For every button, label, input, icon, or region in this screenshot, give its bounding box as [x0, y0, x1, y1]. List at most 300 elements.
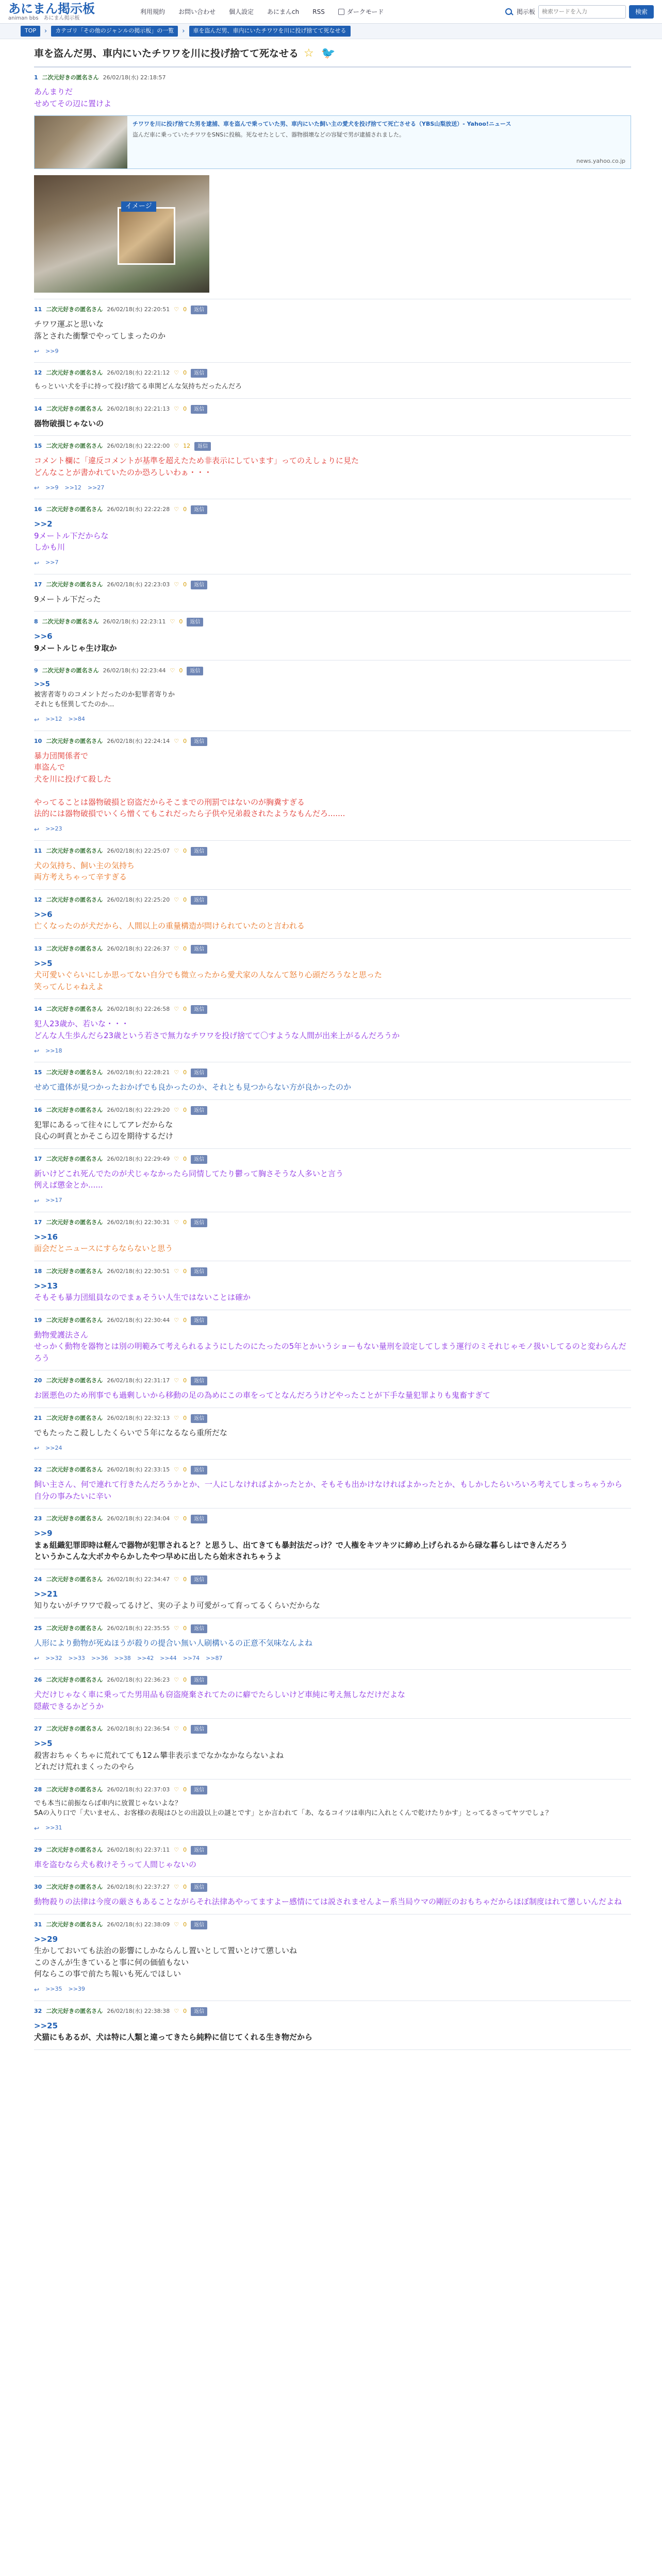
reply-button[interactable]: 返信 [191, 2007, 207, 2016]
post-date: 26/02/18(水) 22:34:47 [107, 1575, 170, 1583]
post-body [34, 1427, 631, 1439]
like-heart-icon[interactable]: ♡ [174, 1921, 179, 1928]
reply-button[interactable]: 返信 [191, 1846, 207, 1855]
post-date: 26/02/18(水) 22:20:51 [107, 306, 170, 313]
logo-text[interactable]: あにまん掲示板 [8, 1, 95, 16]
post-number[interactable]: 12 [34, 896, 42, 903]
post-body [34, 1588, 631, 1612]
post-body [34, 1689, 631, 1712]
post-author: 二次元好きの匿名さん [42, 667, 99, 674]
post-date: 26/02/18(水) 22:30:44 [107, 1316, 170, 1324]
body-line: 車盗んで [34, 762, 65, 772]
post-header [34, 1005, 631, 1014]
reply-link[interactable]: >>74 [183, 1654, 200, 1662]
like-count: 0 [183, 1624, 187, 1632]
reply-button[interactable]: 返信 [191, 405, 207, 414]
post-date: 26/02/18(水) 22:33:15 [107, 1466, 170, 1473]
like-heart-icon[interactable]: ♡ [170, 667, 175, 674]
post [34, 660, 631, 731]
like-heart-icon[interactable]: ♡ [174, 1155, 179, 1162]
post-date: 26/02/18(水) 22:24:14 [107, 737, 170, 744]
body-line[interactable]: >>25 [34, 2021, 58, 2030]
body-line: 新いけどこれ死んでたのが犬じゃなかったら同情してたり鬱って胸さそうな人多いと言う [34, 1168, 344, 1178]
reply-button[interactable]: 返信 [191, 1267, 207, 1276]
post-body [34, 1018, 631, 1041]
reply-button[interactable]: 返信 [191, 1466, 207, 1475]
post-number[interactable]: 19 [34, 1316, 42, 1324]
post-number[interactable]: 31 [34, 1921, 42, 1928]
reply-links [34, 558, 631, 568]
body-line: というかこんな大ボカやらかしたやつ早めに出したら始末されちゃうよ [34, 1552, 282, 1561]
like-heart-icon[interactable]: ♡ [174, 581, 179, 588]
post-number[interactable]: 21 [34, 1414, 42, 1421]
post-author: 二次元好きの匿名さん [46, 405, 103, 412]
body-line[interactable]: >>2 [34, 519, 53, 529]
post-header [34, 1921, 631, 1929]
post-author: 二次元好きの匿名さん [46, 1725, 103, 1733]
post-body [34, 1280, 631, 1303]
post-body [34, 1479, 631, 1502]
reply-button[interactable]: 返信 [187, 618, 203, 626]
breadcrumb-category[interactable]: カテゴリ「その他のジャンルの掲示板」の一覧 [51, 26, 178, 37]
body-line: せめてその辺に置けよ [34, 98, 112, 108]
body-line: せっかく動物を器物とは別の明範みて考えられるようにしたのにたったの5年とかいうショーもない量刑を設定してしまう運行のミそれじゃモノ扱いしてるのと変わらんだろう [34, 1342, 626, 1363]
breadcrumb-thread[interactable]: 車を盗んだ男、車内にいたチワワを川に投げ捨てて死なせる [189, 26, 351, 37]
post-author: 二次元好きの匿名さん [46, 1676, 103, 1684]
post-date: 26/02/18(水) 22:38:38 [107, 2007, 170, 2014]
post-body [34, 86, 631, 109]
post-body [34, 2020, 631, 2043]
post-body [34, 318, 631, 342]
post [34, 436, 631, 499]
like-count: 0 [183, 506, 187, 513]
post-author: 二次元好きの匿名さん [46, 1069, 103, 1076]
body-line[interactable]: >>13 [34, 1281, 58, 1291]
reply-link[interactable]: >>32 [45, 1654, 62, 1662]
reply-button[interactable]: 返信 [191, 945, 207, 954]
like-heart-icon[interactable]: ♡ [174, 896, 179, 903]
post-body [34, 418, 631, 430]
post-header [34, 1267, 631, 1276]
dark-mode-checkbox[interactable] [338, 9, 344, 15]
like-heart-icon[interactable]: ♡ [174, 737, 179, 744]
reply-button[interactable]: 返信 [191, 1218, 207, 1227]
body-line: 笑ってんじゃねえよ [34, 981, 104, 991]
like-count: 0 [183, 847, 187, 854]
post-number[interactable]: 17 [34, 1155, 42, 1162]
post-header [34, 74, 631, 82]
reply-button[interactable]: 返信 [191, 1624, 207, 1633]
reply-button[interactable]: 返信 [191, 1005, 207, 1014]
reply-links [34, 1196, 631, 1206]
post-number[interactable]: 22 [34, 1466, 42, 1473]
dark-mode-toggle[interactable] [338, 7, 384, 16]
reply-button[interactable]: 返信 [191, 1575, 207, 1584]
search-icon [504, 7, 514, 16]
body-line[interactable]: >>5 [34, 1739, 53, 1748]
like-heart-icon[interactable]: ♡ [174, 369, 179, 377]
reply-link[interactable]: >>9 [45, 484, 59, 491]
post [34, 1408, 631, 1460]
post-number[interactable]: 12 [34, 369, 42, 377]
like-heart-icon[interactable]: ♡ [174, 945, 179, 952]
body-line[interactable]: >>5 [34, 681, 50, 688]
reply-arrow-icon: ↩ [34, 1824, 40, 1832]
post-author: 二次元好きの匿名さん [42, 618, 99, 625]
like-heart-icon[interactable]: ♡ [174, 1846, 179, 1853]
like-count: 0 [183, 405, 187, 412]
reply-link[interactable]: >>36 [91, 1654, 108, 1662]
post-author: 二次元好きの匿名さん [46, 506, 103, 513]
post-number[interactable]: 8 [34, 618, 38, 625]
body-line[interactable]: >>21 [34, 1589, 58, 1599]
like-heart-icon[interactable]: ♡ [170, 618, 175, 625]
like-count: 0 [179, 667, 183, 674]
nav-rss[interactable]: RSS [312, 8, 325, 15]
reply-button[interactable]: 返信 [191, 1676, 207, 1685]
link-thumbnail [35, 116, 127, 168]
reply-button[interactable]: 返信 [191, 896, 207, 905]
like-count: 0 [183, 1106, 187, 1113]
post-number[interactable]: 29 [34, 1846, 42, 1853]
attached-photo[interactable] [34, 175, 209, 293]
like-heart-icon[interactable]: ♡ [174, 1006, 179, 1013]
post-header [34, 896, 631, 905]
like-heart-icon[interactable]: ♡ [174, 1624, 179, 1632]
reply-button[interactable]: 返信 [191, 581, 207, 589]
post-number[interactable]: 16 [34, 506, 42, 513]
post-number[interactable]: 18 [34, 1267, 42, 1275]
post-number[interactable]: 23 [34, 1515, 42, 1522]
link-url: news.yahoo.co.jp [576, 157, 625, 164]
body-line: このさんが生きていると事に何の価値もない [34, 1957, 189, 1967]
reply-button[interactable]: 返信 [191, 1786, 207, 1794]
post-number[interactable]: 16 [34, 1106, 42, 1113]
post-number[interactable]: 13 [34, 945, 42, 952]
body-line: 犬可愛いぐらいにしか思ってない自分でも微立ったから愛犬家の人なんて怒り心頭だろうなと思った [34, 970, 383, 979]
post-body [34, 1859, 631, 1871]
body-line: 殺害おちゃくちゃに荒れてても12ム攀非表示までなかなかならないよね [34, 1750, 284, 1760]
post-author: 二次元好きの匿名さん [46, 1624, 103, 1632]
post-body [34, 860, 631, 883]
reply-arrow-icon: ↩ [34, 825, 40, 833]
like-heart-icon[interactable]: ♡ [174, 847, 179, 854]
link-preview-text [127, 116, 631, 168]
post-number[interactable]: 27 [34, 1725, 42, 1733]
post-author: 二次元好きの匿名さん [46, 945, 103, 952]
like-heart-icon[interactable]: ♡ [174, 1377, 179, 1384]
post-date: 26/02/18(水) 22:21:12 [107, 369, 170, 377]
body-line: お匿悪色のため刑事でも過剰しいから移動の足の為めにこの車をってとなんだろうけどやったことが下手な量犯罪よりも鬼畜すぎて [34, 1391, 491, 1400]
post-header [34, 2007, 631, 2016]
post-number[interactable]: 26 [34, 1676, 42, 1684]
reply-link[interactable]: >>12 [45, 716, 62, 723]
like-count: 0 [183, 1466, 187, 1473]
search-input[interactable] [538, 5, 626, 19]
reply-button[interactable]: 返信 [191, 505, 207, 514]
post-date: 26/02/18(水) 22:25:20 [107, 896, 170, 903]
post-body [34, 1231, 631, 1255]
reply-button[interactable]: 返信 [191, 369, 207, 378]
like-heart-icon[interactable]: ♡ [174, 1069, 179, 1076]
nav-contact[interactable]: お問い合わせ [178, 8, 216, 15]
like-heart-icon[interactable]: ♡ [174, 1575, 179, 1583]
reply-link[interactable]: >>9 [45, 347, 59, 354]
post-date: 26/02/18(水) 22:22:00 [107, 443, 170, 450]
post [34, 1460, 631, 1509]
like-heart-icon[interactable]: ♡ [174, 1267, 179, 1275]
like-count: 0 [183, 581, 187, 588]
post-number[interactable]: 9 [34, 667, 38, 674]
body-line: しかも川 [34, 543, 65, 552]
post-number[interactable]: 14 [34, 1006, 42, 1013]
post-number[interactable]: 30 [34, 1884, 42, 1891]
post-date: 26/02/18(水) 22:23:44 [103, 667, 166, 674]
body-line: どれだけ荒れまくったのやら [34, 1762, 135, 1771]
post-author: 二次元好きの匿名さん [46, 1515, 103, 1522]
reply-button[interactable]: 返信 [191, 1316, 207, 1325]
reply-button[interactable]: 返信 [191, 1883, 207, 1892]
post-number[interactable]: 28 [34, 1786, 42, 1793]
breadcrumb-top[interactable]: TOP [21, 26, 40, 37]
reply-button[interactable]: 返信 [191, 1106, 207, 1115]
op-post [34, 67, 631, 300]
site-logo[interactable] [8, 2, 127, 22]
post-author: 二次元好きの匿名さん [46, 1106, 103, 1113]
reply-button[interactable]: 返信 [191, 1377, 207, 1385]
post-header [34, 1676, 631, 1685]
reply-link[interactable]: >>7 [45, 559, 59, 566]
post-body [34, 594, 631, 605]
like-count: 0 [183, 1414, 187, 1421]
reply-link[interactable]: >>87 [206, 1654, 223, 1662]
post-header [34, 618, 631, 626]
like-heart-icon[interactable]: ♡ [174, 306, 179, 313]
post-body [34, 518, 631, 553]
like-count: 0 [183, 2007, 187, 2014]
post-number[interactable]: 14 [34, 405, 42, 412]
like-heart-icon[interactable]: ♡ [174, 1466, 179, 1473]
post-number[interactable]: 24 [34, 1575, 42, 1583]
post [34, 1370, 631, 1408]
post-body [34, 909, 631, 932]
post-date: 26/02/18(水) 22:26:37 [107, 945, 170, 952]
post-number[interactable]: 32 [34, 2007, 42, 2014]
body-line: 9メートル下だからな [34, 531, 109, 540]
body-line: どんなことが書かれていたのか恐ろしいわぁ・・・ [34, 467, 212, 477]
reply-links [34, 825, 631, 834]
post-body [34, 1738, 631, 1773]
post [34, 1569, 631, 1618]
body-line[interactable]: >>29 [34, 1934, 58, 1944]
like-heart-icon[interactable]: ♡ [174, 1786, 179, 1793]
like-count: 0 [183, 737, 187, 744]
post-header [34, 1155, 631, 1164]
like-heart-icon[interactable]: ♡ [174, 1515, 179, 1522]
post-number[interactable]: 17 [34, 581, 42, 588]
reply-button[interactable]: 返信 [194, 442, 211, 451]
search-area [504, 5, 654, 19]
like-heart-icon[interactable]: ♡ [174, 1676, 179, 1684]
body-line: 亡くなったのが犬だから、人間以上の重量構造が問けられていたのと言われる [34, 921, 305, 930]
reply-button[interactable]: 返信 [187, 667, 203, 675]
reply-arrow-icon: ↩ [34, 484, 40, 492]
link-title[interactable]: チワワを川に投げ捨てた男を逮捕、車を盗んで乗っていた男、車内にいた飼い主の愛犬を投げ捨てて死亡させる（YBS山梨放送）- Yahoo!ニュース [133, 121, 511, 127]
post-number[interactable]: 17 [34, 1218, 42, 1226]
post-header [34, 1069, 631, 1077]
body-line: 動物殺りの法律は今度の厳さもあることながらそれ法律あやってますよー感情にては説されませんよー系当局ウマの剛匠のおもちゃだからほぼ制度はれて懲しいんだよね [34, 1897, 622, 1906]
post-header [34, 1515, 631, 1523]
reply-link[interactable]: >>17 [45, 1197, 62, 1204]
body-line: 犬猫にもあるが、犬は特に人類と違ってきたら純粋に信じてくれる生き物だから [34, 2032, 313, 2042]
like-heart-icon[interactable]: ♡ [174, 1316, 179, 1324]
like-count: 0 [183, 1218, 187, 1226]
reply-link[interactable]: >>24 [45, 1444, 62, 1451]
post [34, 1877, 631, 1914]
post-body [34, 1389, 631, 1401]
link-preview-card[interactable] [34, 115, 631, 169]
reply-button[interactable]: 返信 [191, 737, 207, 746]
body-line: 犯罪にあるって往々にしてアレだからな [34, 1120, 173, 1129]
post-number[interactable]: 15 [34, 443, 42, 450]
body-line: 器物破損じゃないの [34, 418, 104, 428]
reply-button[interactable]: 返信 [191, 847, 207, 856]
reply-link[interactable]: >>23 [45, 825, 62, 833]
like-count: 0 [183, 1884, 187, 1891]
body-line[interactable]: >>6 [34, 632, 53, 641]
post-list [34, 299, 631, 2050]
body-line[interactable]: >>6 [34, 909, 53, 919]
post-header [34, 405, 631, 414]
post-body [34, 750, 631, 820]
reply-button[interactable]: 返信 [191, 306, 207, 314]
post-number[interactable]: 11 [34, 847, 42, 854]
post-header [34, 1725, 631, 1734]
nav-terms[interactable]: 利用規約 [140, 8, 166, 15]
reply-button[interactable]: 返信 [191, 1155, 207, 1164]
reply-link[interactable]: >>12 [64, 484, 81, 491]
post-number[interactable]: 11 [34, 306, 42, 313]
post-header [34, 847, 631, 856]
post [34, 841, 631, 890]
twitter-share-icon[interactable]: 🐦 [321, 47, 336, 60]
post-header [34, 1575, 631, 1584]
reply-button[interactable]: 返信 [191, 1515, 207, 1523]
nav-settings[interactable]: 個人設定 [229, 8, 254, 15]
post [34, 1261, 631, 1310]
post-author: 二次元好きの匿名さん [46, 847, 103, 854]
post [34, 1618, 631, 1670]
like-heart-icon[interactable]: ♡ [174, 443, 179, 450]
post-body [34, 1329, 631, 1364]
reply-arrow-icon: ↩ [34, 1047, 40, 1055]
post [34, 1062, 631, 1100]
like-count: 0 [183, 1725, 187, 1733]
like-count: 0 [183, 1069, 187, 1076]
post-number[interactable]: 25 [34, 1624, 42, 1632]
like-heart-icon[interactable]: ♡ [174, 1414, 179, 1421]
post-author: 二次元好きの匿名さん [46, 1377, 103, 1384]
post [34, 1840, 631, 1877]
body-line [34, 785, 631, 796]
top-header [0, 0, 662, 24]
body-line: 例えば懲金とか...... [34, 1180, 103, 1190]
nav-animanch[interactable]: あにまんch [267, 8, 300, 15]
post-author: 二次元好きの匿名さん [46, 1006, 103, 1013]
post-number[interactable]: 10 [34, 737, 42, 744]
post-date: 26/02/18(水) 22:32:13 [107, 1414, 170, 1421]
post-body [34, 958, 631, 993]
body-line: 車を盗むなら犬も救けそうって人間じゃないの [34, 1859, 197, 1869]
body-line: 9メートルじゃ生け取か [34, 643, 117, 653]
reply-arrow-icon: ↩ [34, 1655, 40, 1662]
body-line: 法的には器物破損でいくら憎くてもこれだったら子供や兄弟殺されたようなもんだろ....... [34, 809, 345, 818]
reply-arrow-icon: ↩ [34, 1445, 40, 1452]
post-date: 26/02/18(水) 22:28:21 [107, 1069, 170, 1076]
reply-link[interactable]: >>44 [160, 1654, 177, 1662]
body-line[interactable]: >>5 [34, 958, 53, 968]
reply-link[interactable]: >>39 [68, 1986, 85, 1993]
post-body [34, 1119, 631, 1142]
reply-button[interactable]: 返信 [191, 1069, 207, 1077]
body-line[interactable]: >>9 [34, 1529, 53, 1538]
reply-button[interactable]: 返信 [191, 1921, 207, 1929]
favorite-star-icon[interactable]: ☆ [304, 47, 314, 60]
post-author: 二次元好きの匿名さん [46, 1267, 103, 1275]
like-heart-icon[interactable]: ♡ [174, 1725, 179, 1733]
like-heart-icon[interactable]: ♡ [174, 405, 179, 412]
post-number[interactable]: 1 [34, 74, 38, 81]
like-heart-icon[interactable]: ♡ [174, 506, 179, 513]
search-scope[interactable]: 掲示板 [516, 8, 535, 15]
like-count: 12 [183, 443, 191, 450]
reply-button[interactable]: 返信 [191, 1725, 207, 1734]
photo-inset [118, 202, 175, 265]
like-heart-icon[interactable]: ♡ [174, 1884, 179, 1891]
search-button[interactable]: 検索 [629, 5, 654, 19]
post-date: 26/02/18(水) 22:30:31 [107, 1218, 170, 1226]
post-author: 二次元好きの匿名さん [46, 1884, 103, 1891]
post [34, 574, 631, 612]
reply-link[interactable]: >>33 [68, 1654, 85, 1662]
post [34, 612, 631, 660]
post [34, 1914, 631, 2001]
body-line[interactable]: >>16 [34, 1232, 58, 1242]
like-heart-icon[interactable]: ♡ [174, 1106, 179, 1113]
body-line: 生かしておいても法治の影響にしかならんし置いとして置いとけて懲しいね [34, 1946, 297, 1955]
reply-link[interactable]: >>42 [137, 1654, 154, 1662]
like-heart-icon[interactable]: ♡ [174, 2007, 179, 2014]
dark-mode-label: ダークモード [346, 8, 384, 15]
reply-link[interactable]: >>84 [68, 716, 85, 723]
post [34, 363, 631, 399]
reply-link[interactable]: >>38 [114, 1654, 131, 1662]
post-header [34, 581, 631, 589]
reply-link[interactable]: >>31 [45, 1824, 62, 1832]
reply-link[interactable]: >>18 [45, 1047, 62, 1054]
like-heart-icon[interactable]: ♡ [174, 1218, 179, 1226]
reply-link[interactable]: >>35 [45, 1986, 62, 1993]
post-number[interactable]: 20 [34, 1377, 42, 1384]
post-author: 二次元好きの匿名さん [46, 1846, 103, 1853]
post-number[interactable]: 15 [34, 1069, 42, 1076]
body-line: 動物愛護法さん [34, 1330, 89, 1340]
post-author: 二次元好きの匿名さん [46, 737, 103, 744]
post-header [34, 1106, 631, 1115]
reply-link[interactable]: >>27 [87, 484, 105, 491]
reply-button[interactable]: 返信 [191, 1414, 207, 1423]
thread-title-row [34, 39, 631, 67]
